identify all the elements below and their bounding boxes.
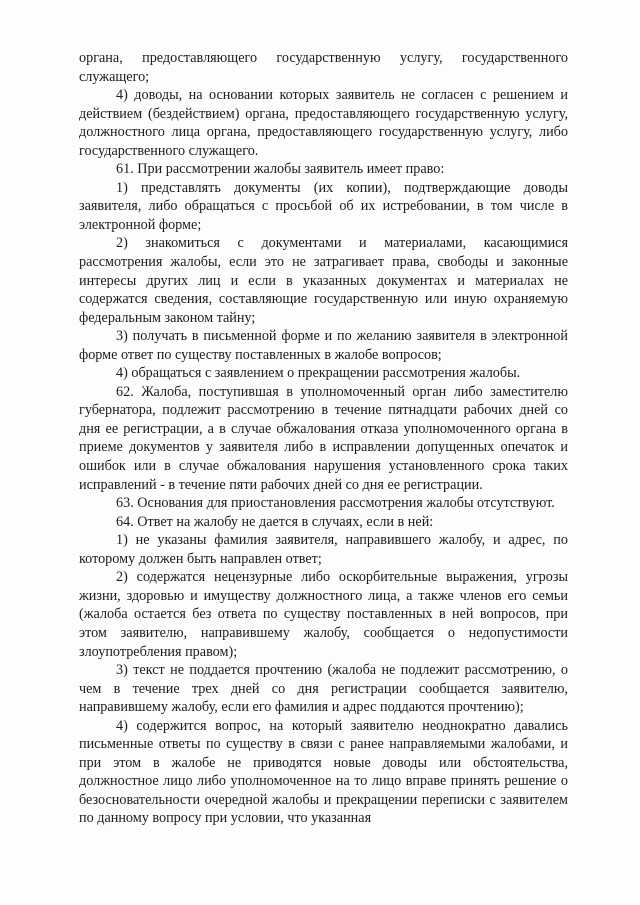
paragraph-61-item-3: 3) получать в письменной форме и по желанию заявителя в электронной форме ответ по существу поставленных в жалобе вопросов;	[79, 328, 568, 363]
paragraph-61-item-4: 4) обращаться с заявлением о прекращении рассмотрения жалобы.	[116, 365, 521, 382]
paragraph-64-item-2: 2) содержатся нецензурные либо оскорбительные выражения, угрозы жизни, здоровью и имуществу должностного лица, а также членов его семьи (жалоба остается без ответа по существу поставленных в ней вопросов, при этом заявителю, направившему жалобу, сообщается о недопустимости злоупотребления правом);	[79, 569, 568, 660]
paragraph-64-item-1: 1) не указаны фамилия заявителя, направившего жалобу, и адрес, по которому должен быть направлен ответ;	[79, 532, 568, 567]
paragraph-item-4-arguments: 4) доводы, на основании которых заявитель не согласен с решением и действием (бездействием) органа, предоставляющего государственную услугу, должностного лица органа, предоставляющего государственную услугу, либо государственного служащего.	[79, 87, 568, 159]
document-body	[79, 49, 568, 828]
paragraph-63: 63. Основания для приостановления рассмотрения жалобы отсутствуют.	[116, 495, 555, 512]
paragraph-61-item-2: 2) знакомиться с документами и материалами, касающимися рассмотрения жалобы, если это не затрагивает права, свободы и законные интересы других лиц и если в указанных документах и материалах не содержатся сведения, составляющие государственную или иную охраняемую федеральным законом тайну;	[79, 235, 568, 326]
paragraph-64-item-4: 4) содержится вопрос, на который заявителю неоднократно давались письменные ответы по существу в связи с ранее направляемыми жалобами, и при этом в жалобе не приводятся новые доводы или обстоятельства, должностное лицо либо уполномоченное на то лицо вправе принять решение о безосновательности очередной жалобы и прекращении переписки с заявителем по данному вопросу при условии, что указанная	[79, 717, 568, 827]
paragraph-61-item-1: 1) представлять документы (их копии), подтверждающие доводы заявителя, либо обращаться с просьбой об их истребовании, в том числе в электронной форме;	[79, 179, 568, 233]
paragraph-62: 62. Жалоба, поступившая в уполномоченный орган либо заместителю губернатора, подлежит рассмотрению в течение пятнадцати рабочих дней со дня ее регистрации, а в случае обжалования отказа уполномоченного органа в приеме документов у заявителя либо в исправлении допущенных опечаток и ошибок или в случае обжалования нарушения установленного срока таких исправлений - в течение пяти рабочих дней со дня ее регистрации.	[79, 383, 568, 493]
paragraph-continuation: органа, предоставляющего государственную услугу, государственного служащего;	[79, 50, 568, 85]
paragraph-64-heading: 64. Ответ на жалобу не дается в случаях, если в ней:	[116, 513, 434, 530]
paragraph-64-item-3: 3) текст не поддается прочтению (жалоба не подлежит рассмотрению, о чем в течение трех дней со дня регистрации сообщается заявителю, направившему жалобу, если его фамилия и адрес поддаются прочтению);	[79, 662, 568, 716]
paragraph-61-heading: 61. При рассмотрении жалобы заявитель имеет право:	[116, 161, 445, 178]
